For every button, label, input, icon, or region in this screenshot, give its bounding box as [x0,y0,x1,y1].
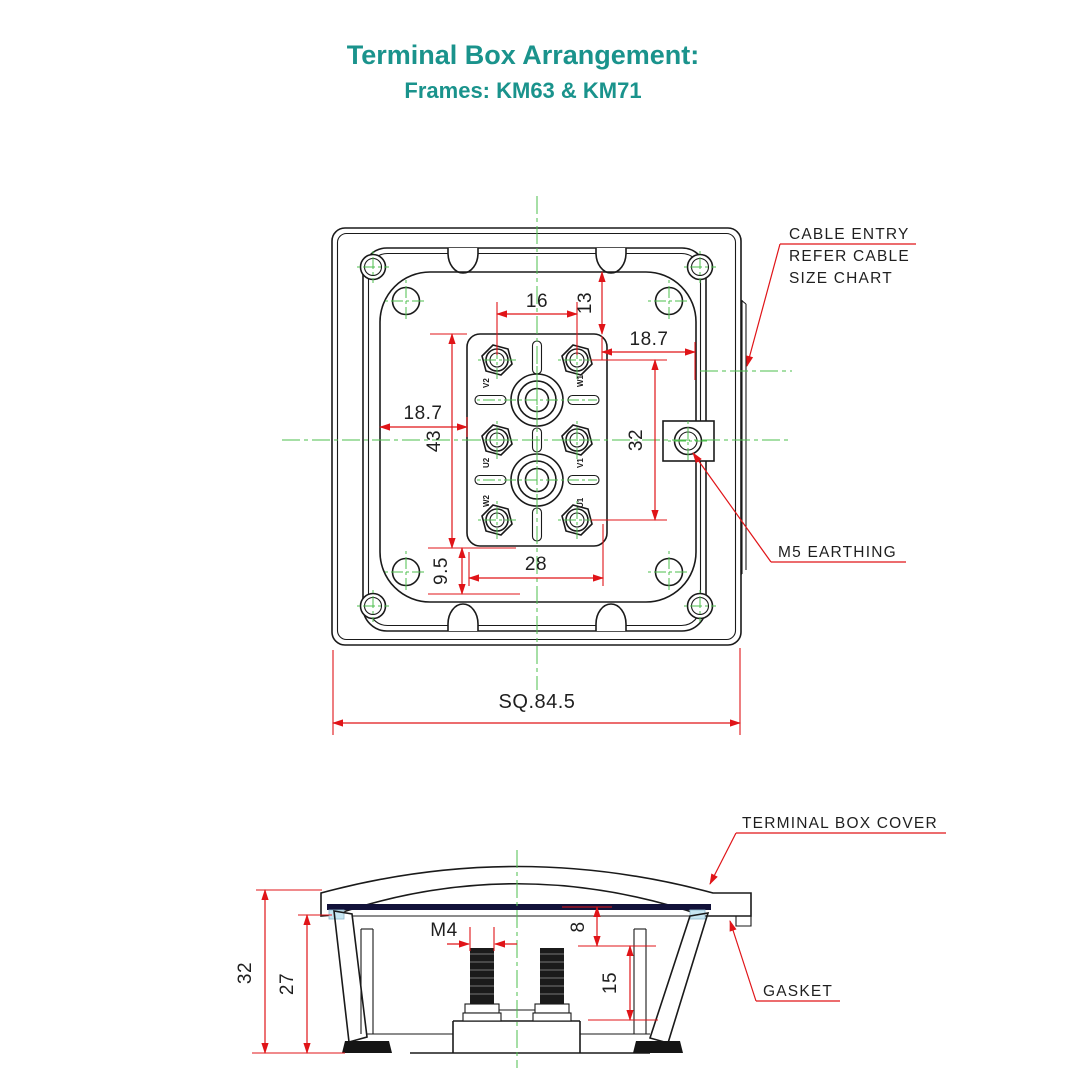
cover-right-step [736,916,751,926]
dim-stud-length [588,946,658,1020]
side-view-drawing [235,815,946,1068]
dim-13-value: 13 [575,291,596,315]
dim-15-value: 15 [600,971,621,995]
callout-earthing-label: M5 EARTHING [778,544,897,561]
dim-side-32-value: 32 [235,961,256,985]
rubber-foot-right [633,1041,683,1053]
callout-gasket [730,921,840,1001]
page-subtitle: Frames: KM63 & KM71 [404,78,642,103]
dim-m4-stud [430,920,517,951]
terminal-label-w2: W2 [482,495,491,507]
callout-cable-entry-line3: SIZE CHART [789,270,893,287]
callout-cover-label: TERMINAL BOX COVER [742,815,938,832]
dim-27-value: 27 [277,972,298,996]
rubber-foot-left [342,1041,392,1053]
title-block [347,40,700,103]
callout-cable-entry-line2: REFER CABLE [789,248,910,265]
dim-sq-84-5-value: SQ.84.5 [498,691,576,713]
callout-terminal-box-cover [710,815,946,884]
page-title: Terminal Box Arrangement: [346,40,700,70]
dim-32-value: 32 [626,428,647,452]
dim-9-5-value: 9.5 [431,557,452,585]
callout-cable-entry [747,226,916,366]
callout-cable-entry-line1: CABLE ENTRY [789,226,910,243]
dim-8-value: 8 [568,921,589,933]
dim-cover-inset [562,907,656,946]
dim-28-value: 28 [524,554,548,575]
terminal-label-v1: V1 [576,458,585,468]
m4-stud-left [463,948,501,1021]
dim-43-value: 43 [424,429,445,453]
terminal-label-v2: V2 [482,378,491,388]
dim-m4-value: M4 [430,920,458,941]
dim-18-7-top-value: 18.7 [629,329,669,350]
dim-body-height [277,915,332,1053]
callout-gasket-label: GASKET [763,983,834,1000]
terminal-label-u2: U2 [482,457,491,468]
box-body-section [334,911,708,1053]
gasket-section [327,904,711,919]
terminal-label-w1: W1 [576,375,585,387]
dim-16-value: 16 [525,291,549,312]
terminal-label-u1: U1 [576,497,585,508]
m4-stud-right [533,948,571,1021]
earthing-boss [663,421,714,461]
dim-18-7-left-value: 18.7 [403,403,443,424]
top-view-drawing [282,196,916,735]
